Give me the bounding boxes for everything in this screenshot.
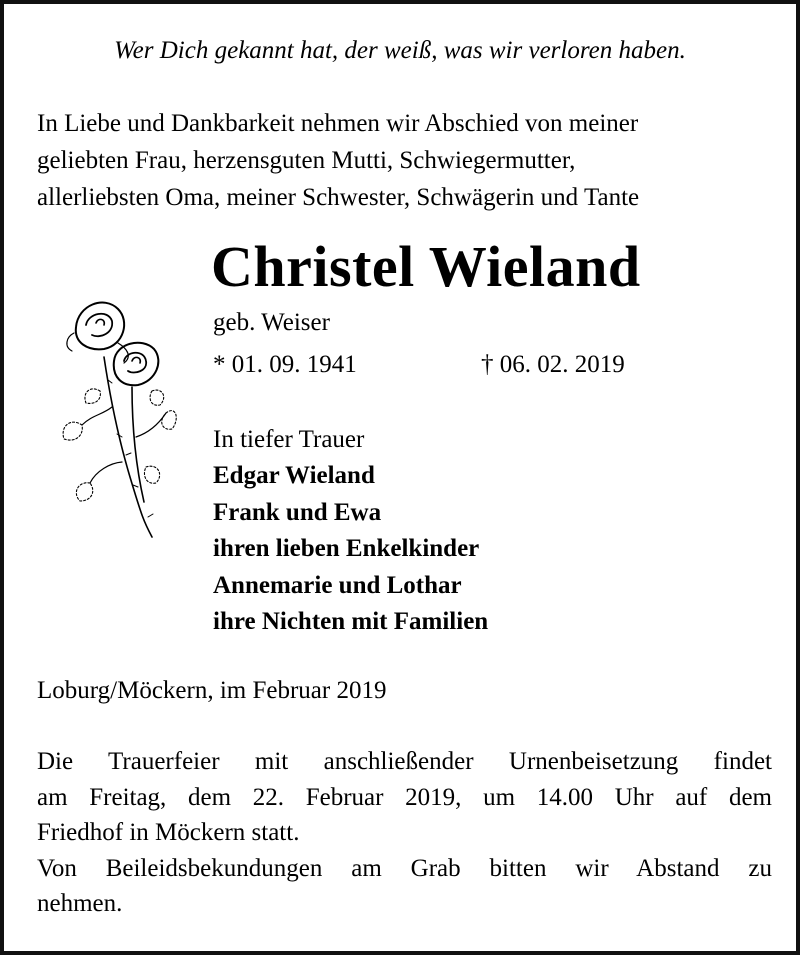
death-date: † 06. 02. 2019: [481, 351, 625, 378]
funeral-line: Die Trauerfeier mit anschließender Urnenbeisetzung findet: [37, 748, 772, 775]
mourner-name: ihren lieben Enkelkinder: [213, 535, 480, 563]
intro-line: geliebten Frau, herzensguten Mutti, Schwiegermutter,: [37, 147, 576, 174]
funeral-line: am Freitag, dem 22. Februar 2019, um 14.00 Uhr auf dem: [37, 783, 772, 811]
mourner-name: Annemarie und Lothar: [213, 571, 462, 599]
intro-line: In Liebe und Dankbarkeit nehmen wir Abschied von meiner: [37, 110, 639, 137]
funeral-line: nehmen.: [37, 890, 123, 917]
mourner-name: ihre Nichten mit Familien: [213, 608, 489, 636]
mourners-list: [213, 458, 488, 641]
deceased-name: Christel Wieland: [211, 234, 641, 299]
intro-paragraph: [37, 105, 639, 216]
funeral-info: [37, 744, 772, 922]
mourner-name: Edgar Wieland: [213, 462, 375, 489]
place-date: Loburg/Möckern, im Februar 2019: [37, 677, 387, 704]
motto: Wer Dich gekannt hat, der weiß, was wir verloren haben.: [114, 37, 686, 64]
funeral-line: Von Beileidsbekundungen am Grab bitten wir Abstand zu: [37, 854, 772, 882]
rose-bouquet-icon: [52, 287, 182, 547]
birth-date: * 01. 09. 1941: [213, 351, 357, 378]
funeral-line: Friedhof in Möckern statt.: [37, 819, 300, 846]
maiden-name: geb. Weiser: [213, 309, 330, 336]
intro-line: allerliebsten Oma, meiner Schwester, Schwägerin und Tante: [37, 184, 640, 211]
mourner-name: Frank und Ewa: [213, 498, 382, 526]
mourning-intro: In tiefer Trauer: [213, 426, 365, 453]
